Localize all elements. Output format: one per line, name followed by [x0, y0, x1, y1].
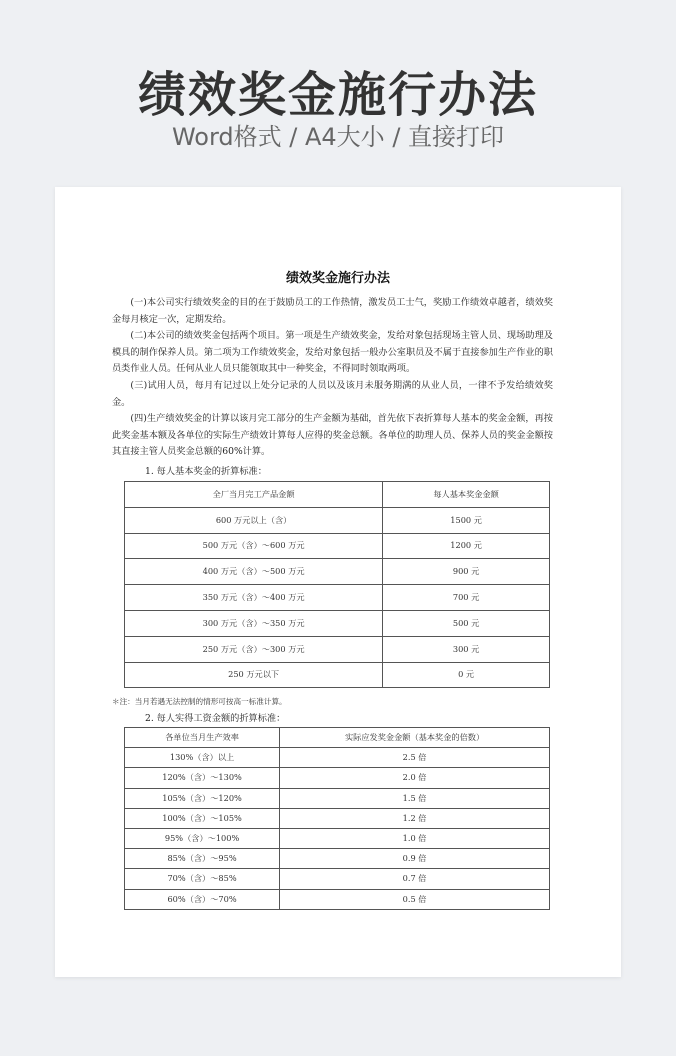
table-row: [125, 828, 550, 848]
table-cell: 500 元: [383, 610, 550, 636]
table-cell: 85%（含）～95%: [125, 849, 280, 869]
document-body: [112, 295, 553, 461]
table-cell: 600 万元以上（含）: [125, 507, 383, 533]
table-cell: 1200 元: [383, 533, 550, 559]
paragraph-3: (三)试用人员，每月有记过以上处分记录的人员以及该月未服务期满的从业人员，一律不予发给绩效奖金。: [112, 379, 553, 408]
table-cell: 500 万元（含）～600 万元: [125, 533, 383, 559]
paragraph-4: (四)生产绩效奖金的计算以该月完工部分的生产金额为基础，首先依下表折算每人基本的奖金金额，再按此奖金基本额及各单位的实际生产绩效计算每人应得的奖金总额。各单位的助理人员、保养人员的奖金金额按其直接主管人员奖金总额的60%计算。: [112, 413, 553, 458]
table-header-cell: 实际应发奖金金额（基本奖金的倍数）: [280, 728, 550, 748]
table-cell: 250 万元（含）～300 万元: [125, 636, 383, 662]
table-row: [125, 610, 550, 636]
table-row: [125, 507, 550, 533]
table-row: [125, 788, 550, 808]
bonus-base-table: [124, 481, 550, 688]
efficiency-multiplier-table: [124, 727, 550, 910]
table-header-cell: 各单位当月生产效率: [125, 728, 280, 748]
banner-title: 绩效奖金施行办法: [137, 67, 538, 123]
table-header-row: [125, 728, 550, 748]
table-row: [125, 662, 550, 688]
table-header-cell: 每人基本奖金金额: [383, 482, 550, 508]
table-cell: 700 元: [383, 585, 550, 611]
section2-heading: 2. 每人实得工资金额的折算标准：: [145, 713, 286, 724]
table-cell: 0 元: [383, 662, 550, 688]
document-page: [55, 187, 621, 977]
document-title: 绩效奖金施行办法: [285, 271, 390, 286]
table-row: [125, 849, 550, 869]
table-cell: 400 万元（含）～500 万元: [125, 559, 383, 585]
table-cell: 120%（含）～130%: [125, 768, 280, 788]
table-cell: 900 元: [383, 559, 550, 585]
table-row: [125, 869, 550, 889]
table-cell: 1.2 倍: [280, 808, 550, 828]
table-cell: 2.0 倍: [280, 768, 550, 788]
table-cell: 70%（含）～85%: [125, 869, 280, 889]
table-row: [125, 636, 550, 662]
paragraph-2: (二)本公司的绩效奖金包括两个项目。第一项是生产绩效奖金，发给对象包括现场主管人员、现场助理及模具的制作保养人员。第二项为工作绩效奖金，发给对象包括一般办公室职员及不属于直接参加生产作业的职员类作业人员。任何从业人员只能领取其中一种奖金，不得同时领取两项。: [112, 330, 553, 375]
table-cell: 1.0 倍: [280, 828, 550, 848]
section1-heading: 1. 每人基本奖金的折算标准：: [145, 466, 267, 477]
table-cell: 130%（含）以上: [125, 748, 280, 768]
table-row: [125, 808, 550, 828]
table-cell: 0.5 倍: [280, 889, 550, 909]
table-cell: 60%（含）～70%: [125, 889, 280, 909]
table-note: ＊注：当月若遇无法控制的情形可按高一标准计算。: [112, 697, 287, 706]
table-cell: 350 万元（含）～400 万元: [125, 585, 383, 611]
table-cell: 1.5 倍: [280, 788, 550, 808]
table-row: [125, 768, 550, 788]
table-row: [125, 533, 550, 559]
table-row: [125, 559, 550, 585]
table-cell: 300 元: [383, 636, 550, 662]
table-header-cell: 全厂当月完工产品金额: [125, 482, 383, 508]
paragraph-1: (一)本公司实行绩效奖金的目的在于鼓励员工的工作热情，激发员工士气，奖励工作绩效卓越者，绩效奖金每月核定一次，定期发给。: [112, 297, 553, 325]
table-cell: 0.7 倍: [280, 869, 550, 889]
table-row: [125, 585, 550, 611]
table-cell: 2.5 倍: [280, 748, 550, 768]
table-cell: 300 万元（含）～350 万元: [125, 610, 383, 636]
table-cell: 95%（含）～100%: [125, 828, 280, 848]
table-cell: 1500 元: [383, 507, 550, 533]
banner-subtitle: Word格式 / A4大小 / 直接打印: [171, 123, 505, 151]
table-cell: 0.9 倍: [280, 849, 550, 869]
table-cell: 105%（含）～120%: [125, 788, 280, 808]
table-cell: 100%（含）～105%: [125, 808, 280, 828]
table-cell: 250 万元以下: [125, 662, 383, 688]
table-row: [125, 889, 550, 909]
table-row: [125, 748, 550, 768]
table-header-row: [125, 482, 550, 508]
